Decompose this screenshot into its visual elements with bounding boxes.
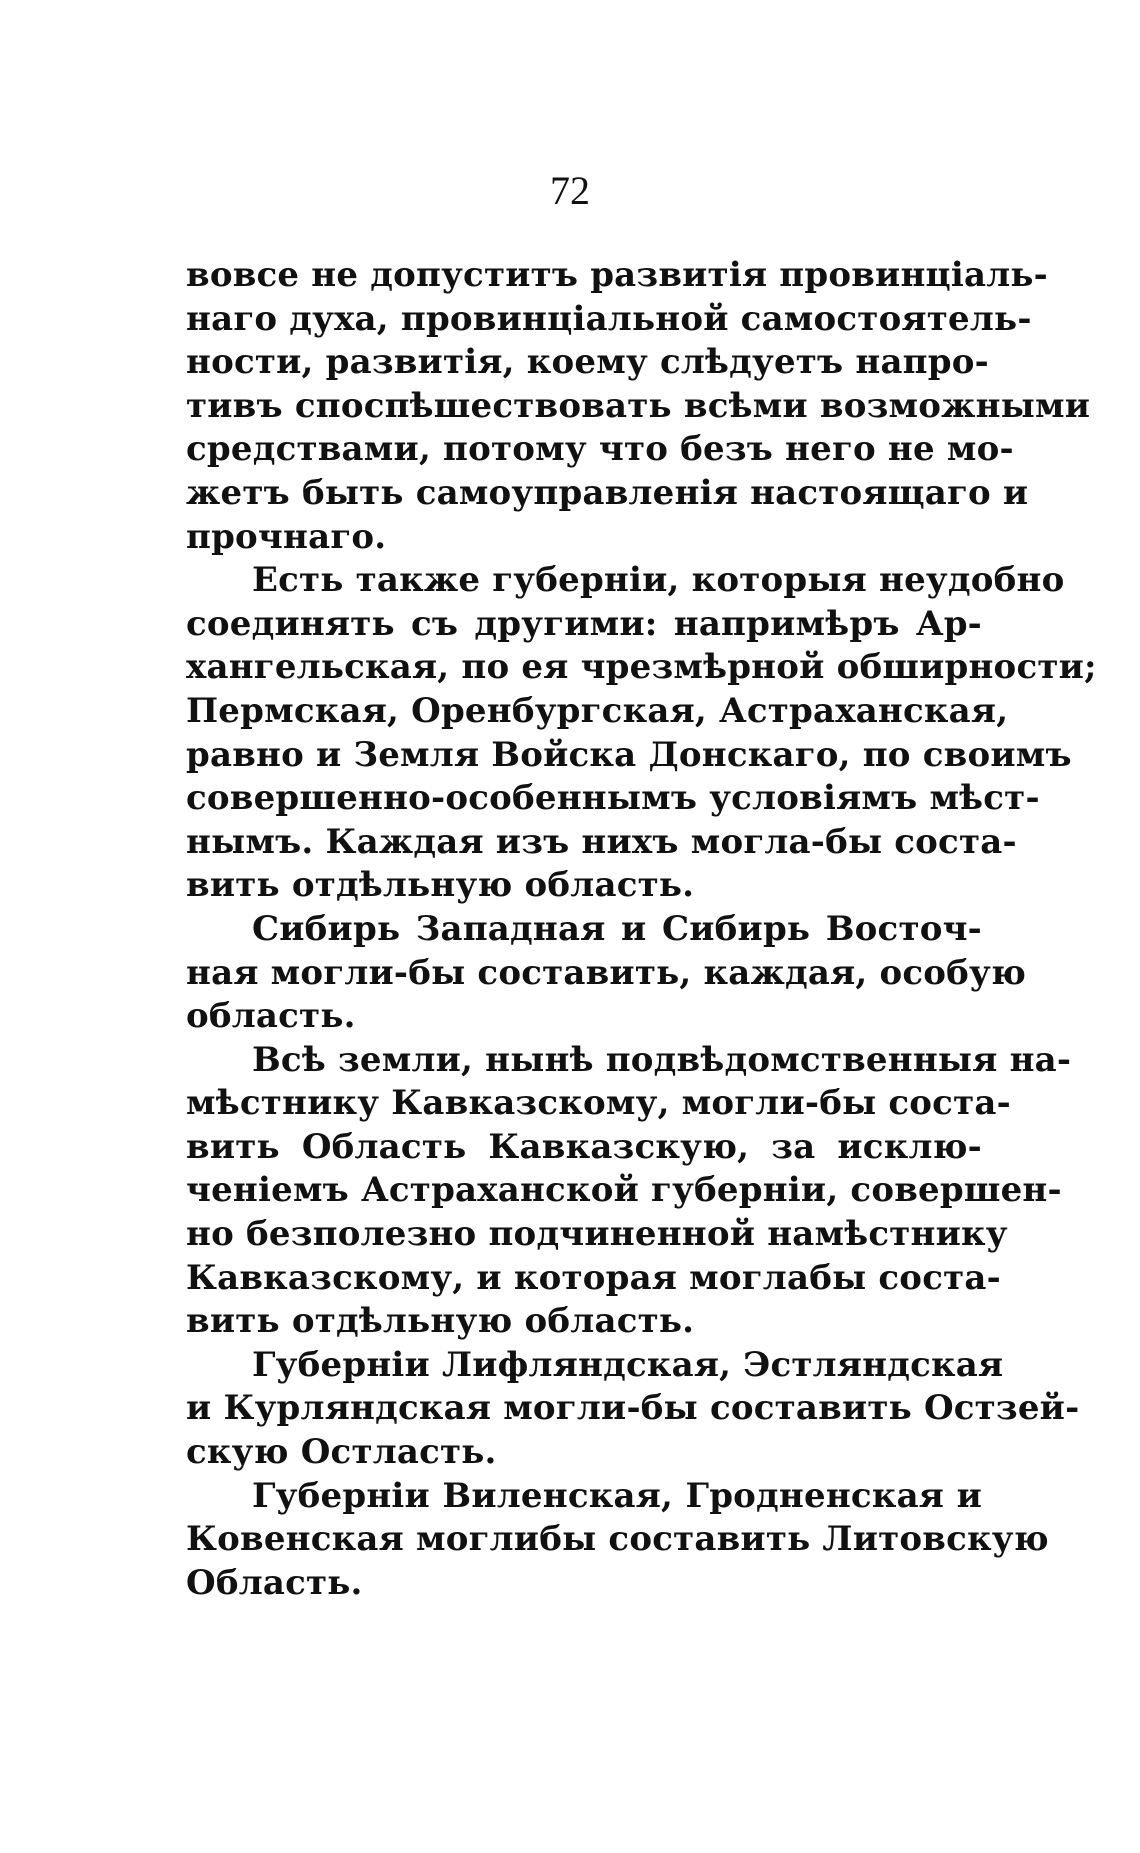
text-line: Область. (186, 1562, 363, 1603)
text-line: ная могли-бы составить, каждая, особую (186, 952, 1027, 993)
text-line: тивъ споспѣшествовать всѣми возможными (186, 385, 1091, 426)
text-line: вить Область Кавказскую, за исклю- (186, 1126, 982, 1167)
text-line: Сибирь Западная и Сибирь Восточ- (252, 908, 982, 949)
text-line: мѣстнику Кавказскому, могли-бы соста- (186, 1083, 1011, 1124)
text-line: средствами, потому что безъ него не мо- (186, 429, 1014, 470)
text-line: прочнаго. (186, 516, 387, 557)
text-line: ности, развитія, коему слѣдуетъ напро- (186, 342, 989, 383)
page-body (186, 254, 1097, 1605)
text-line: нымъ. Каждая изъ нихъ могла-бы соста- (186, 821, 1017, 862)
text-line: ченіемъ Астраханской губерніи, совершен- (186, 1170, 1062, 1211)
text-line: Кавказскому, и которая моглабы соста- (186, 1257, 1001, 1298)
page-number: 72 (550, 168, 590, 213)
text-line: равно и Земля Войска Донскаго, по своимъ (186, 734, 1072, 775)
paragraph-1 (186, 254, 1091, 559)
text-line: Всѣ земли, нынѣ подвѣдомственныя на- (252, 1039, 1072, 1080)
text-line: вовсе не допуститъ развитія провинціаль- (186, 255, 1048, 295)
text-line: жетъ быть самоуправленія настоящаго и (186, 472, 1029, 513)
text-line: вить отдѣльную область. (186, 865, 695, 906)
text-line: Пермская, Оренбургская, Астраханская, (186, 690, 1009, 731)
paragraph-3 (186, 908, 1027, 1039)
text-line: наго духа, провинціальной самостоятель- (186, 298, 1032, 339)
text-line: и Курляндская могли-бы составить Остзей- (186, 1388, 1080, 1429)
text-line: вить отдѣльную область. (186, 1301, 695, 1342)
paragraph-6 (186, 1475, 1049, 1606)
text-line: совершенно-особеннымъ условіямъ мѣст- (186, 778, 1040, 819)
text-line: область. (186, 996, 356, 1037)
text-line: Есть также губерніи, которыя неудобно (252, 560, 1065, 601)
text-line: Губерніи Виленская, Гродненская и (252, 1475, 982, 1516)
paragraph-4 (186, 1039, 1072, 1344)
text-line: скую Остласть. (186, 1432, 497, 1473)
text-line: но безполезно подчиненной намѣстнику (186, 1214, 1008, 1255)
text-line: Ковенская моглибы составить Литовскую (186, 1519, 1049, 1560)
text-line: хангельская, по ея чрезмѣрной обширности; (186, 647, 1097, 688)
text-line: соединять съ другими: напримѣръ Ар- (186, 603, 982, 644)
paragraph-2 (186, 559, 1097, 908)
paragraph-5 (186, 1344, 1080, 1475)
text-line: Губерніи Лифляндская, Эстляндская (252, 1344, 1004, 1385)
